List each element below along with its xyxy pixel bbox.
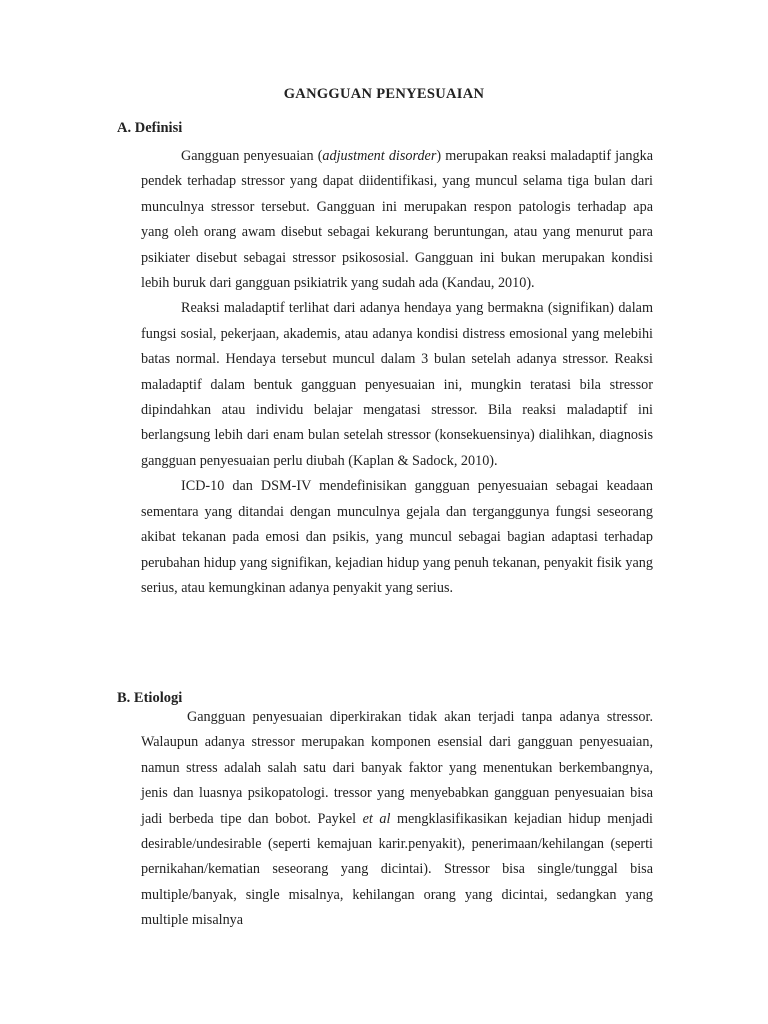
italic-term: et al <box>362 810 391 827</box>
section-heading-etiologi: B. Etiologi <box>117 690 183 706</box>
section-heading-definisi: A. Definisi <box>117 120 183 136</box>
paragraph-text: ) merupakan reaksi maladaptif jangka pendek terhadap stressor yang dapat diidentifikasi, yang muncul selama tiga bulan dari munculnya stressor tersebut. Gangguan ini merupakan respon patologis terhadap apa yang oleh orang awam disebut sebagai kekurang beruntungan, atau yang menurut para psikiater disebut sebagai stressor psikososial. Gangguan ini bukan merupakan kondisi lebih buruk dari gangguan psikiatrik yang sudah ada (Kandau, 2010). <box>141 148 654 292</box>
paragraph-text: Gangguan penyesuaian ( <box>181 148 323 164</box>
paragraph <box>141 144 653 296</box>
section-body-etiologi <box>141 705 653 934</box>
document-title: GANGGUAN PENYESUAIAN <box>283 86 485 102</box>
paragraph-text: Gangguan penyesuaian diperkirakan tidak akan terjadi tanpa adanya stressor. Walaupun adanya stressor merupakan komponen esensial dari gangguan penyesuaian, namun stress adalah salah satu dari banyak faktor yang menentukan berkembangnya, jenis dan luasnya psikopatologi. tressor yang menyebabkan gangguan penyesuaian bisa jadi berbeda tipe dan bobot. Paykel <box>141 709 653 827</box>
paragraph: Reaksi maladaptif terlihat dari adanya hendaya yang bermakna (signifikan) dalam fungsi sosial, pekerjaan, akademis, atau adanya kondisi distress emosional yang melebihi batas normal. Hendaya tersebut muncul dalam 3 bulan setelah adanya stressor. Reaksi maladaptif dalam bentuk gangguan penyesuaian ini, mungkin teratasi bila stressor dipindahkan atau individu belajar mengatasi stressor. Bila reaksi maladaptif ini berlangsung lebih dari enam bulan setelah stressor (konsekuensinya) dialihkan, diagnosis gangguan penyesuaian perlu diubah (Kaplan & Sadock, 2010). <box>141 300 653 469</box>
paragraph-text: mengklasifikasikan kejadian hidup menjadi desirable/undesirable (seperti kemajuan karir.penyakit), penerimaan/kehilangan (seperti pernikahan/kematian seseorang yang dicintai). Stressor bisa single/tunggal bisa multiple/banyak, single misalnya, kehilangan orang yang dicintai, sedangkan yang multiple misalnya <box>141 810 653 929</box>
paragraph: ICD-10 dan DSM-IV mendefinisikan gangguan penyesuaian sebagai keadaan sementara yang ditandai dengan munculnya gejala dan terganggunya fungsi seseorang akibat tekanan pada emosi dan psikis, yang muncul sebagai bagian adaptasi terhadap perubahan hidup yang signifikan, kejadian hidup yang penuh tekanan, penyakit fisik yang serius, atau kemungkinan adanya penyakit yang serius. <box>141 478 653 596</box>
italic-term: adjustment disorder <box>322 148 437 164</box>
paragraph <box>141 705 653 934</box>
section-body-definisi <box>141 144 653 601</box>
